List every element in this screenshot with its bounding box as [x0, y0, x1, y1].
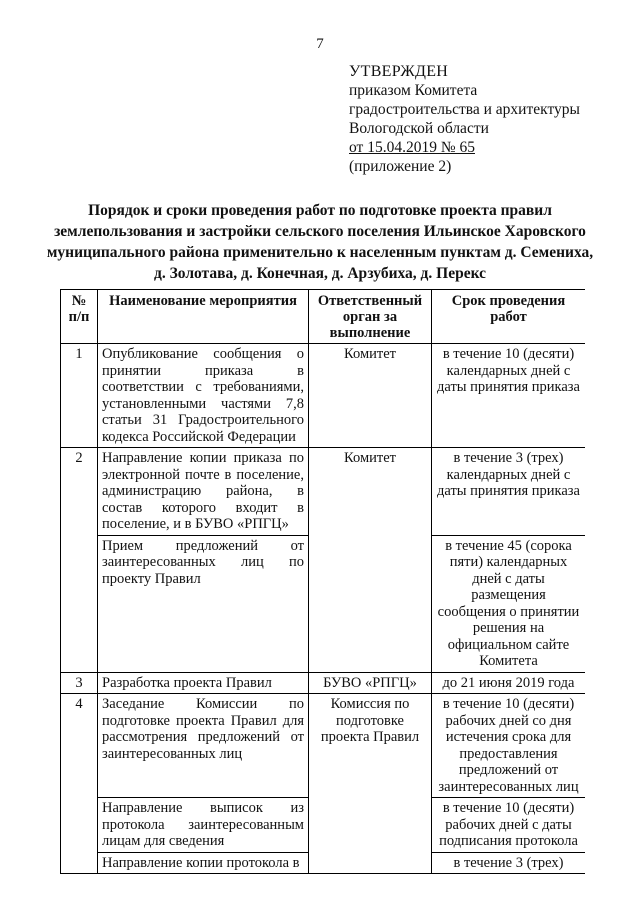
row-name: Направление выписок из протокола заинтересованным лицам для сведения — [98, 798, 309, 853]
row-name: Направление копии протокола в — [98, 852, 309, 874]
header-num: № п/п — [61, 290, 98, 344]
row-name: Прием предложений от заинтересованных лиц по проекту Правил — [98, 535, 309, 672]
row-name: Направление копии приказа по электронной почте в поселение, администрацию района, в состав которого входит в поселение, и в БУВО «РПГЦ» — [98, 448, 309, 536]
row-num: 4 — [61, 694, 98, 874]
row-term: в течение 45 (сорока пяти) календарных дней с даты размещения сообщения о принятии решения на официальном сайте Комитета — [432, 535, 586, 672]
header-name: Наименование мероприятия — [98, 290, 309, 344]
approval-line: градостроительства и архитектуры — [349, 101, 580, 118]
row-num: 2 — [61, 448, 98, 673]
schedule-table — [60, 289, 585, 874]
row-term: в течение 10 (десяти) рабочих дней с даты подписания протокола — [432, 798, 586, 853]
row-num: 1 — [61, 344, 98, 448]
schedule-table-wrapper — [60, 289, 585, 905]
row-org: БУВО «РПГЦ» — [309, 672, 432, 694]
approval-line: приказом Комитета — [349, 82, 478, 99]
row-term: в течение 10 (десяти) рабочих дней со дня истечения срока для предоставления предложений от заинтересованных лиц — [432, 694, 586, 798]
row-name: Опубликование сообщения о принятии приказа в соответствии с требованиями, установленными частями 7,8 статьи 31 Градостроительного кодекса Российской Федерации — [98, 344, 309, 448]
row-org: Комитет — [309, 344, 432, 448]
row-org: Комиссия по подготовке проекта Правил — [309, 694, 432, 874]
approval-stamp — [349, 62, 580, 176]
header-term: Срок проведения работ — [432, 290, 586, 344]
table-row — [61, 448, 586, 536]
approval-line: Вологодской области — [349, 120, 489, 137]
row-name: Разработка проекта Правил — [98, 672, 309, 694]
header-org: Ответственный орган за выполнение — [309, 290, 432, 344]
row-term: в течение 10 (десяти) календарных дней с даты принятия приказа — [432, 344, 586, 448]
row-term: в течение 3 (трех) — [432, 852, 586, 874]
table-row — [61, 694, 586, 798]
table-row — [61, 344, 586, 448]
approval-appendix: (приложение 2) — [349, 158, 452, 175]
approval-heading: УТВЕРЖДЕН — [349, 63, 449, 80]
table-header-row — [61, 290, 586, 344]
table-row — [61, 672, 586, 694]
row-num: 3 — [61, 672, 98, 694]
row-term: в течение 3 (трех) календарных дней с даты принятия приказа — [432, 448, 586, 536]
page-number: 7 — [316, 36, 324, 52]
row-name: Заседание Комиссии по подготовке проекта Правил для рассмотрения предложений от заинтересованных лиц — [98, 694, 309, 798]
row-term: до 21 июня 2019 года — [432, 672, 586, 694]
document-title: Порядок и сроки проведения работ по подготовке проекта правил землепользования и застройки сельского поселения Ильинское Харовского муниципального района применительно к населенным пунктам д. Семениха, д. Золотава, д. Конечная, д. Арзубиха, д. Перекс — [46, 202, 594, 282]
approval-date: от 15.04.2019 № 65 — [349, 139, 475, 156]
row-org: Комитет — [309, 448, 432, 673]
